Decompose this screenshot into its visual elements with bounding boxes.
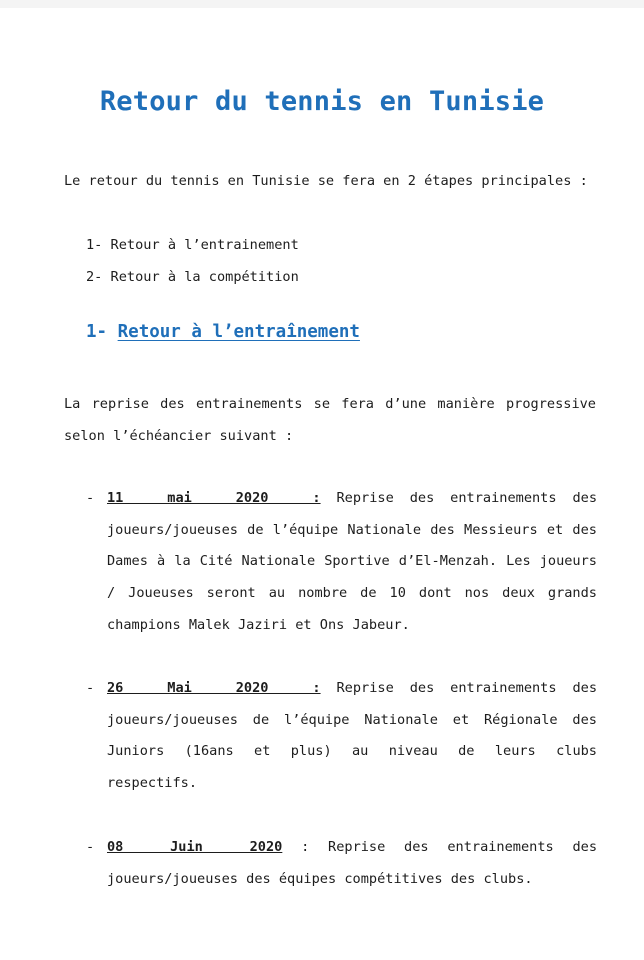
- section-heading: [86, 322, 360, 342]
- schedule-item-2: [86, 673, 597, 800]
- bullet-dash: -: [86, 680, 95, 696]
- schedule-text: Reprise des entrainements des joueurs/joueuses des équipes compétitives des clubs.: [107, 839, 598, 887]
- top-band: [0, 0, 644, 8]
- schedule-separator: :: [301, 839, 310, 855]
- intro-paragraph: Le retour du tennis en Tunisie se fera en 2 étapes principales :: [64, 173, 588, 189]
- schedule-text: Reprise des entrainements des joueurs/joueuses de l’équipe Nationale des Messieurs et des Dames à la Cité Nationale Sportive d’El-Menzah. Les joueurs / Joueuses seront au nombre de 10 dont nos deux grands champions Malek Jaziri et Ons Jabeur.: [107, 490, 598, 633]
- bullet-dash: -: [86, 490, 95, 506]
- schedule-date: 11 mai 2020 :: [107, 490, 321, 506]
- schedule-text: Reprise des entrainements des joueurs/joueuses de l’équipe Nationale et Régionale des Juniors (16ans et plus) au niveau de leurs clubs respectifs.: [107, 680, 598, 792]
- step-item-1: 1- Retour à l’entrainement: [86, 237, 299, 253]
- bullet-dash: -: [86, 839, 95, 855]
- schedule-date: 08 Juin 2020: [107, 839, 283, 855]
- page-title: Retour du tennis en Tunisie: [99, 86, 545, 117]
- step-item-2: 2- Retour à la compétition: [86, 269, 299, 285]
- section-intro-paragraph: La reprise des entrainements se fera d’une manière progressive selon l’échéancier suivant :: [64, 396, 596, 444]
- schedule-item-1: [86, 483, 597, 642]
- section-title: Retour à l’entraînement: [117, 322, 360, 342]
- section-number: 1-: [86, 322, 108, 342]
- schedule-item-3: [86, 832, 597, 895]
- schedule-date: 26 Mai 2020 :: [107, 680, 321, 696]
- steps-list: [86, 229, 299, 293]
